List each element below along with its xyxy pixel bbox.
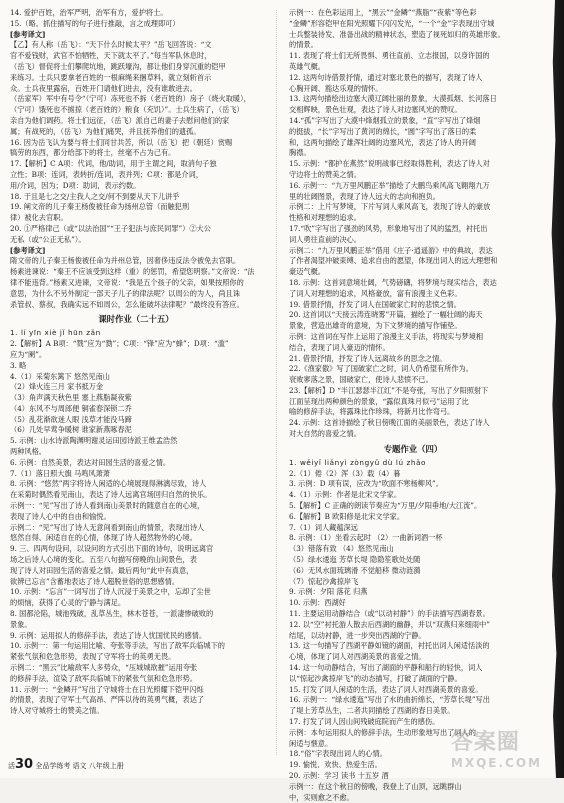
- text-line: （5）乱花渐欲迷人眼 浅草才能没马蹄: [10, 414, 132, 424]
- text-line: 的情景，表现了守军士气高昂、严阵以待的英勇气概，表达了: [10, 695, 205, 705]
- text-line: 18. 于且是七之交/主我人之交/何不到要从天下儿讲乎: [10, 191, 180, 201]
- text-line: 示例二：“九万里风鹏正举”借用《庄子·逍遥游》中的典故，表达: [289, 245, 493, 255]
- text-line: 里的壮阔图景，表现了诗人远大的志向和抱负。: [289, 191, 440, 201]
- text-line: 14. 这一句动静结合，写出了湖面的平静和船行的轻快，词人: [289, 663, 483, 673]
- text-line: 的修辞手法，渲染了敌军兵临城下的紧张气氛和危急形势。: [10, 673, 197, 683]
- text-line: 亲自为他们调药。将士们远征，（岳飞）派自己的妻子去慰问他们的家: [10, 115, 230, 125]
- text-line: 属；有战死的，（岳飞）为他们痛哭，并且抚养他们的遗孤。: [10, 126, 201, 136]
- text-line: 的挺拔，“长”字写出了黄河的绵长，“圆”字写出了落日的柔: [289, 126, 477, 136]
- text-line: 1. wěiyǐ liǎnyì zòngyǔ dù lú zhǎo: [289, 457, 427, 467]
- text-line: 胸襟。: [289, 148, 311, 158]
- text-line: 在采菊时偶然看见南山，表达了诗人远离官场回归自然的快乐。: [10, 490, 212, 500]
- text-line: 无私（或“公正无私”）。: [10, 234, 86, 244]
- text-line: 闲适与惬意。: [289, 738, 333, 748]
- text-line: 用/介词，因为；D项：助词，表示约数。: [10, 180, 141, 190]
- text-line: 景象。: [10, 619, 32, 629]
- text-line: 19. 阐文帝的儿子秦王杨俊被任命为扬州总管（而触犯刑: [10, 202, 190, 212]
- text-line: 12. 以“空”衬托游人散去后西湖的幽静，并以“双燕归来细雨中”: [289, 619, 490, 629]
- text-line: 24. 示例：这首诗描绘了秋日傍晚江面的美丽景色，表达了诗人: [289, 418, 490, 428]
- text-line: 16. 因为岳飞认为要与将士们同甘共苦，所以（岳飞）把（朝廷）赏赐: [10, 137, 233, 147]
- text-line: 词人勇往直前的决心。: [289, 234, 361, 244]
- text-line: 21. 借景抒情，抒发了诗人远离故乡的思念之情。: [289, 353, 447, 363]
- book-title: 全品学练考 语文 八年级上册: [35, 762, 124, 770]
- text-line: [参考译文]: [10, 29, 46, 39]
- text-line: 4.（1）示例：作者是北宋文学家。: [289, 490, 402, 500]
- text-line: 1. lí yīn xiè jǐ hūn zǎn: [10, 328, 101, 338]
- text-line: （6）几处早莺争暖树 谁家新燕啄春泥: [10, 425, 132, 435]
- text-line: 15. 打发了词人闲适的生活，表达了词人对西湖美景的喜爱。: [289, 684, 483, 694]
- text-line: 交相辉映，景色壮观，表达了诗人对边塞风光的赞叹。: [289, 105, 462, 115]
- text-line: 律不能违背。”杨素又进谏，文帝说：“我是五个孩子的父亲，如果按照你的: [10, 277, 244, 287]
- text-line: 23.【解析】D “半江瑟瑟半江红”不是夸张，写出了夕阳照射下: [289, 385, 489, 395]
- text-line: 9. 三、四两句设问，以设问的方式引出下面的诗句，说明远离官: [10, 544, 214, 554]
- text-line: 6. 示例：自然美景，表达对田园生活的喜爱之情。: [10, 457, 171, 467]
- text-line: 英雄气概。: [289, 61, 325, 71]
- text-line: （岳家军）军中有号令“（宁可）冻死也不拆（老百姓的）房子（烧火取暖），: [10, 94, 251, 104]
- text-line: （岳飞）督促将士们攀爬坑地，跳跃壕沟，都让他们身穿沉重的铠甲: [10, 61, 226, 71]
- text-line: 10. 示例：“忘言”一词写出了诗人沉浸于美景之中，忘却了尘世: [10, 587, 211, 597]
- text-line: （7）惊起沙禽掠岸飞: [289, 576, 359, 586]
- text-line: 场之后诗人心境的变化。五至八句描写傍晚的山间景色，表: [10, 555, 197, 565]
- text-line: 立性；B项：连词，表转折/连词，表并列；C项：都是介词，: [10, 169, 203, 179]
- text-line: 专题作业（四）: [383, 443, 443, 454]
- text-line: 20. ①严格律己（或“以法治国”“王子犯法与庶民同罪”）②大公: [10, 223, 211, 233]
- text-line: 9. 示例：运用拟人的修辞手法，表达了诗人忧国忧民的感情。: [10, 630, 207, 640]
- text-line: 17.“吹”字写出了强劲的风势，形象地写出了风的猛烈，衬托出: [289, 223, 488, 233]
- text-line: 示例：本句运用拟人的修辞手法，生动形象地写出了词人的: [289, 727, 476, 737]
- text-line: 守边将士的赞美之情。: [289, 169, 361, 179]
- text-line: 【乙】有人称（岳飞）：“天下什么时候太平？”岳飞回答说：“文: [10, 40, 212, 50]
- text-line: 对大自然的喜爱之情。: [289, 429, 361, 439]
- text-line: 19. 借景抒情，抒发了词人在国破家亡时的悲愤之情。: [289, 299, 461, 309]
- text-line: 杀管叔、蔡叔，我确实远不如周公，怎么能破坏法律呢？”最终没有答应。: [10, 299, 244, 309]
- text-line: 心境，体现了词人对西湖美景的喜爱之情。: [289, 652, 426, 662]
- text-line: 结合，表现了词人豪迈的情怀。: [289, 342, 390, 352]
- text-line: 的情景。: [289, 40, 318, 50]
- text-line: 11. 表现了将士们无所畏惧、勇往直前、立志报国，以身许国的: [289, 51, 490, 61]
- site-watermark: [451, 725, 542, 770]
- text-line: 14.“孤”字写出了大漠中烽烟孤立的景象，“直”字写出了烽烟: [289, 115, 481, 125]
- text-line: （5）绿水逶迤 芳草长堤 隐隐笙歌处处随: [289, 555, 421, 565]
- text-line: 犒劳的东西，都分给部下的将士，丝毫不占为己有。: [10, 148, 176, 158]
- text-line: （宁可）饿死也不掳掠（老百姓的）粮食（充饥）”。士兵生病了，（岳飞）: [10, 105, 244, 115]
- text-line: 心胸开阔、豁达乐观的情怀。: [289, 83, 383, 93]
- text-line: 结尾，以动衬静，进一步突出西湖的宁静。: [289, 630, 426, 640]
- text-line: 5. 示例：山水诗派陶渊明谢灵运田园诗派王维孟浩然: [10, 436, 178, 446]
- text-line: 3. 示例：D 项有误，应改为“吹面不寒杨柳风”。: [289, 479, 443, 489]
- text-line: 悠然自得、闲适自在的心情，体现了诗人超然物外的心境。: [10, 533, 197, 543]
- text-line: 10. 示例：西湖好: [289, 598, 346, 608]
- text-line: 15.（略。抓住描写的句子进行推敲，言之成理即可）: [10, 18, 180, 28]
- text-line: 士兵整装待发、准备出战的精神状态，塑造了视死如归的英雄形象。: [289, 29, 505, 39]
- text-line: 两种风格。: [10, 447, 46, 457]
- text-line: 15. 示例：“都护在燕然”说明战事已经取得胜利，表达了诗人对: [289, 159, 490, 169]
- text-line: 意思，为什么不另外制定一部天子儿子的律法呢？以周公的为人，尚且诛: [10, 288, 241, 298]
- text-line: 13. 这一句描写了西湖平静如镜的湖面，衬托出词人闲适恬淡的: [289, 641, 490, 651]
- text-line: （4）东风不与周郎便 铜雀春深锁二乔: [10, 403, 132, 413]
- text-line: 17. 打发了词人因山间残破庭院而产生的感伤。: [289, 717, 440, 726]
- text-line: 20. 示例：学习 读书 十五岁 酒: [289, 770, 389, 780]
- text-line: 喻的修辞手法，将露珠比作珍珠，将新月比作弯弓。: [289, 407, 455, 417]
- text-line: 19. 愉悦、欢快、热爱生活。: [289, 760, 382, 770]
- text-line: 示例二：“黑云”比喻敌军人多势众，“压城城欲摧”运用夸张: [10, 663, 198, 673]
- watermark-text: 答案圈: [450, 730, 520, 755]
- text-line: 景象，营造出雄奇的意境，为下文梦境的描写作铺垫。: [289, 321, 462, 331]
- text-line: 5.【解析】C 正确的朗读节奏应为“万里/夕阳垂地/大江流”。: [289, 501, 482, 511]
- text-line: 20. 这首词以“天接云涛连晓雾”开篇，描绘了一幅壮阔的海天: [289, 310, 483, 320]
- text-line: 11. 示例一：“金鳞开”写出了守城将士在日光照耀下铠甲闪烁: [10, 684, 204, 694]
- left-column: [10, 8, 262, 717]
- text-line: 豪迈气概。: [289, 267, 325, 277]
- text-line: 表现了诗人心中的自由和愉悦。: [10, 511, 111, 521]
- column-divider: [276, 10, 277, 755]
- text-line: [参考译文]: [10, 245, 46, 255]
- watermark-sub: MXQE.COM: [450, 756, 542, 770]
- page-footer: [8, 757, 124, 772]
- text-line: 课时作业（二十五）: [98, 314, 174, 325]
- text-line: 10. 示例一：第一句运用比喻、夸张等手法，写出了敌军兵临城下的: [10, 641, 225, 651]
- text-line: 16. 示例一：“绿水逶迤”写出了水的曲折绵长，“芳草长堤”写出: [289, 695, 490, 705]
- text-line: 17.【解析】C A项：代词，他/助词，用于主谓之间，取消句子独: [10, 159, 217, 169]
- text-line: 7.（1）落日照大旗 马鸣风萧萧: [10, 468, 110, 478]
- page-prefix: 活: [8, 762, 15, 770]
- torn-page-edge: [544, 0, 564, 778]
- text-line: 中，实则愈之不愈。: [289, 792, 354, 802]
- text-line: 9. 示例：夕阳 落花 归燕: [289, 587, 368, 597]
- right-column: [289, 8, 537, 803]
- text-line: 示例一：“见”写出了诗人看到南山美景时的随意自在的心境，: [10, 501, 205, 511]
- text-line: 4.（1）采菊东篱下 悠然见南山: [10, 371, 110, 381]
- text-line: 22.《渔家傲》写了国破家亡之时，词人仍希望有所作为。: [289, 364, 473, 374]
- text-line: 隋文帝的儿子秦王杨俊被任命为并州总管，因奢侈违反法令被免去官职。: [10, 256, 241, 266]
- text-line: 江面呈现出两种颜色的景象，“露似真珠月似弓”运用了比: [289, 396, 469, 406]
- text-line: 示例一：在这个秋日的傍晚，我登上了山顶，远眺群山: [289, 781, 462, 791]
- text-line: 紧张气氛和危急形势，表现了守军将士的英勇无畏。: [10, 652, 176, 662]
- text-line: 诗人对守城将士的赞美之情。: [10, 706, 104, 716]
- text-line: 示例二：上片写梦境，下片写词人乘风高飞，表现了诗人的豪放: [289, 202, 491, 212]
- text-line: 的烦恼，获得了心灵的宁静与满足。: [10, 598, 126, 608]
- text-line: （3）错落有致 （4）悠然见南山: [289, 544, 394, 554]
- text-line: 应为“阑”。: [10, 349, 47, 359]
- text-line: 7.（1）词人藏蕴深远: [289, 522, 358, 532]
- text-line: 以“惊起沙禽掠岸飞”的动态描写，打破了湖面的宁静。: [289, 673, 462, 683]
- text-line: 性格和对理想的追求。: [289, 213, 361, 223]
- text-line: 2.（1）倦（2）浑（3）载（4）暮: [289, 468, 401, 478]
- text-line: 13. 这两句描绘出边塞大漠辽阔壮丽的景象，大漠孤烟、长河落日: [289, 94, 497, 104]
- text-line: 示例：这首词在写作上运用了浪漫主义手法，将现实与梦境相: [289, 331, 484, 341]
- text-line: 衰败寥落之景，国破家亡，使诗人悲愤不已。: [289, 375, 433, 385]
- text-line: 律）被化去官职。: [10, 213, 68, 223]
- text-line: 8. 示例：（1）坐看云起时 （2）一曲新词酒一杯: [289, 533, 443, 543]
- text-line: 示例二：“见”写出了诗人无意间看到南山的情景，表现出诗人: [10, 522, 205, 532]
- text-line: 了堤上芳草丛生，二者共同描绘了西湖的春日美景。: [289, 706, 455, 716]
- text-line: （6）无风水面琉璃滑 不觉船移 微动涟漪: [289, 565, 421, 575]
- text-line: 16. 示例一：“九万里风鹏正举”描绘了大鹏鸟乘风高飞翱翔九万: [289, 180, 490, 190]
- text-line: 2.【解析】A B项：“戮”应为“勠”；C项：“锋”应为“蜂”；D项：“滥”: [10, 339, 229, 349]
- text-line: 众。士兵夜里露宿，百姓开门请他们进去，没有谁敢进去。: [10, 83, 197, 93]
- text-line: “金鳞”形容铠甲在阳光照耀下闪闪发光，“一个“金”字表现出守城: [289, 18, 495, 28]
- text-line: （3）角声满天秋色里 塞上燕脂凝夜紫: [10, 393, 132, 403]
- text-line: 18.“俗”字表现出词人的心情。: [289, 749, 387, 759]
- text-line: 欲辨已忘言”含蓄地表达了诗人超脱世俗的思想感情。: [10, 576, 179, 586]
- text-line: 了作者渴望冲破束缚、追求自由的愿望，体现出词人的远大理想和: [289, 256, 498, 266]
- text-line: 杨素进谏说：“秦王不应该受到这样（重）的惩罚，希望您明察。”文帝说：“法: [10, 267, 255, 277]
- text-line: 18. 示例：这首词意境壮阔，气势磅礴，将梦境与现实结合，表达: [289, 277, 497, 287]
- text-line: 14. 爱护百姓，治军严明，治军有方，爱护将士。: [10, 8, 168, 17]
- text-line: 官不爱钱财，武官不怕牺牲，天下就太平了。”每当军队休息时，: [10, 51, 212, 61]
- text-line: （2）烽火连三月 家书抵万金: [10, 382, 104, 392]
- text-line: 了词人对理想的追求，风格豪放，富有浪漫主义色彩。: [289, 288, 462, 298]
- text-line: 6.【解析】B 欧阳修是北宋文学家。: [289, 511, 405, 521]
- text-line: 3. 略: [10, 360, 27, 370]
- text-line: 11. 主要运用动静结合（或“以动衬静”）的手法描写西湖春景。: [289, 609, 490, 619]
- page-number: 30: [15, 757, 34, 772]
- text-line: 12. 这两句诗借景抒情，通过对塞北景色的描写，表现了诗人: [289, 72, 483, 82]
- text-line: 8. 国都沦陷，城池残破，乱草丛生，林木苍苍，一派凄惨破败的: [10, 609, 214, 619]
- text-line: 现了诗人对田园生活的喜爱之情。最后两句“此中有真意，: [10, 565, 194, 575]
- text-line: 8. 示例：“悠然”两字将诗人闲适的心境展现得淋漓尽致，诗人: [10, 479, 207, 489]
- text-line: 示例一：在色彩运用上，“黑云”“金鳞”“燕脂”“夜紫”等色彩: [289, 8, 477, 17]
- text-line: 来练习。士兵只要拿老百姓的一根麻绳来捆草料，就立刻斩首示: [10, 72, 212, 82]
- text-line: 和，这两句描绘了雄浑壮阔的边塞风光，表达了诗人的开阔: [289, 137, 476, 147]
